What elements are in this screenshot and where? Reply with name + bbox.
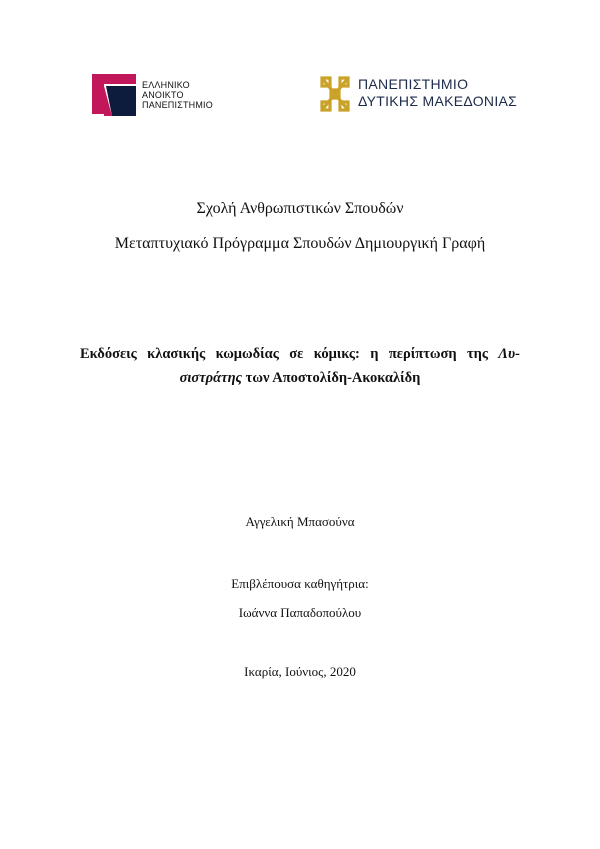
supervisor-label: Επιβλέπουσα καθηγήτρια: [231,576,369,591]
uowm-knot-emblem-icon [318,74,352,114]
thesis-title-italic-1: Λυ- [498,346,520,362]
hou-logo-mark-icon [92,72,138,118]
supervisor-name: Ιωάννα Παπαδοπούλου [238,605,362,620]
thesis-title-line-2 [80,366,520,390]
uowm-logo-line-1: ΠΑΝΕΠΙΣΤΗΜΙΟ [358,76,469,92]
hou-logo-line-3: ΠΑΝΕΠΙΣΤΗΜΙΟ [142,100,213,110]
thesis-title-part-2: των Αποστολίδη-Ακοκαλίδη [242,370,421,386]
hou-logo [92,72,232,122]
hou-logo-line-2: ΑΝΟΙΚΤΟ [142,90,184,100]
uowm-logo [318,72,528,118]
hou-logo-line-1: ΕΛΛΗΝΙΚΟ [142,80,190,90]
thesis-title-part-1: Εκδόσεις κλασικής κωμωδίας σε κόμικς: η περίπτωση της [80,346,499,362]
hou-logo-text [142,80,213,110]
place-date: Ικαρία, Ιούνιος, 2020 [244,664,356,679]
thesis-title [80,342,520,390]
program-name: Μεταπτυχιακό Πρόγραμμα Σπουδών Δημιουργική Γραφή [114,235,486,252]
thesis-title-line-1 [80,342,520,366]
school-name: Σχολή Ανθρωπιστικών Σπουδών [196,200,404,217]
author-name: Αγγελική Μπασούνα [245,514,355,529]
thesis-title-italic-2: σιστράτης [179,370,243,386]
uowm-logo-text [358,76,517,110]
uowm-logo-line-2: ΔΥΤΙΚΗΣ ΜΑΚΕΔΟΝΙΑΣ [358,93,518,109]
